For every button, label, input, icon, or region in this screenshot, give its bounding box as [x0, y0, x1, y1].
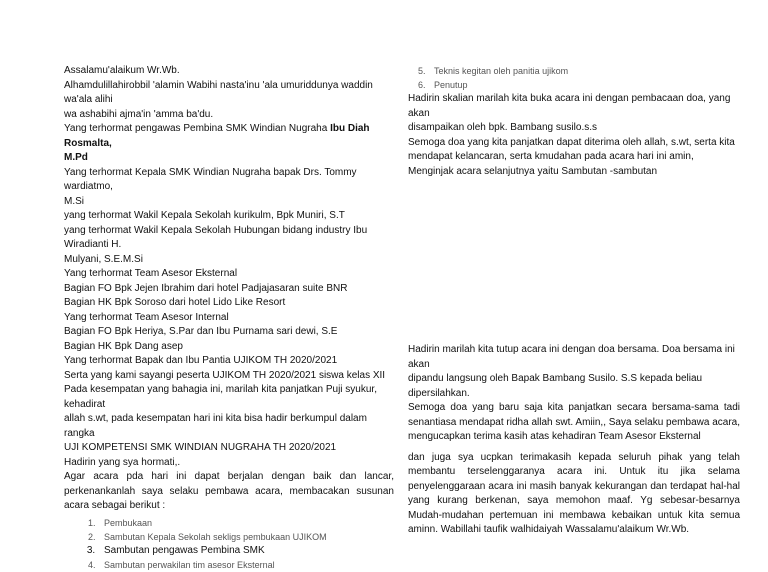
agenda-item: 1. Pembukaan	[98, 516, 394, 530]
susunan-acara-intro: Agar acara pda hari ini dapat berjalan dengan baik dan lancar, perkenankanlah saya selaku pembawa acara, membacakan susunan acara sebagai berikut :	[64, 471, 394, 511]
honor-pembina-prefix: Yang terhormat pengawas Pembina SMK Windian Nugraha	[64, 123, 331, 134]
agenda-item: 3. Sambutan pengawas Pembina SMK	[98, 544, 394, 558]
peserta-line: Serta yang kami sayangi peserta UJIKOM TH 2020/2021 siswa kelas XII	[64, 369, 386, 381]
opening-doa-line-1: Alhamdulillahirobbil 'alamin Wabihi nasta'inu 'ala umuriddunya waddin wa'ala alihi	[64, 79, 373, 105]
semoga-line-2: mendapat kelancaran, serta kmudahan pada acara hari ini amin,	[408, 151, 694, 162]
agenda-item: 5. Teknis kegitan oleh panitia ujikom	[428, 64, 740, 78]
tutup-line-1: Hadirin marilah kita tutup acara ini dengan doa bersama. Doa bersama ini akan	[408, 344, 735, 370]
fo-eksternal: Bagian FO Bpk Jejen Ibrahim dari hotel Padjajasaran suite BNR	[64, 282, 348, 294]
greeting: Assalamu'alaikum Wr.Wb.	[64, 65, 180, 76]
buka-line-2: disampaikan oleh bpk. Bambang susilo.s.s	[408, 122, 597, 133]
honor-pembina-name: Ibu Diah Rosmalta,	[64, 123, 370, 149]
agenda-item: 6. Penutup	[428, 78, 740, 92]
kesempatan-line-2: allah s.wt, pada kesempatan hari ini kita bisa hadir berkumpul dalam rangka	[64, 413, 367, 439]
honor-hubin-line-2: Mulyani, S.E.M.Si	[64, 253, 143, 265]
honor-team-eksternal: Yang terhormat Team Asesor Eksternal	[64, 268, 238, 279]
honor-pembina	[64, 122, 394, 151]
menginjak-line: Menginjak acara selanjutnya yaitu Sambutan -sambutan	[408, 165, 658, 177]
honor-hubin-line-1: yang terhormat Wakil Kepala Sekolah Hubungan bidang industry Ibu Wiradianti H.	[64, 224, 368, 250]
hk-internal: Bagian HK Bpk Dang asep	[64, 340, 183, 352]
fo-internal: Bagian FO Bpk Heriya, S.Par dan Ibu Purnama sari dewi, S.E	[64, 326, 338, 337]
honor-wakasek: yang terhormat Wakil Kepala Sekolah kurikulm, Bpk Muniri, S.T	[64, 210, 345, 221]
kesempatan-line-3: UJI KOMPETENSI SMK WINDIAN NUGRAHA TH 2020/2021	[64, 442, 337, 453]
honor-pembina-title: M.Pd	[64, 152, 88, 163]
agenda-item: 4. Sambutan perwakilan tim asesor Eksternal	[98, 558, 394, 572]
buka-line-1: Hadirin skalian marilah kita buka acara ini dengan pembacaan doa, yang akan	[408, 93, 731, 119]
semoga-akhir-paragraph: Semoga doa yang baru saja kita panjatkan secara bersama-sama tadi senantiasa mendapat ridha allah swt. Amiin,, Saya selaku pembawa acara, mengucapkan terima kasih atas kehadiran Team Asesor Eksternal	[408, 402, 740, 442]
hadirin-line: Hadirin yang sya hormati,.	[64, 456, 181, 468]
agenda-item: 2. Sambutan Kepala Sekolah sekligs pembukaan UJIKOM	[98, 530, 394, 544]
left-column	[64, 64, 394, 572]
honor-kepsek-line-1: Yang terhormat Kepala SMK Windian Nugraha bapak Drs. Tommy wardiatmo,	[64, 166, 357, 192]
hk-eksternal: Bagian HK Bpk Soroso dari hotel Lido Like Resort	[64, 297, 286, 308]
agenda-list-continued	[408, 64, 740, 92]
penutup-paragraph: dan juga sya ucpkan terimakasih kepada seluruh pihak yang telah membantu terselenggaranya acara ini. Untuk itu jika selama penyelenggaraan acara ini masih banyak kekurangan dan terdapat hal-hal yang kurang berkenan, saya memohon maaf. Yg sebesar-besarnya Mudah-mudahan pertemuan ini membawa kebaikan untuk kita semua aminn. Wabillahi taufik walhidaiyah Wassalamu'alaikum Wr.Wb.	[408, 451, 740, 535]
right-column	[408, 64, 740, 538]
honor-team-internal: Yang terhormat Team Asesor Internal	[64, 311, 229, 323]
honor-kepsek-line-2: M.Si	[64, 195, 84, 207]
tutup-line-2: dipandu langsung oleh Bapak Bambang Susilo. S.S kepada beliau dipersilahkan.	[408, 373, 703, 399]
semoga-line-1: Semoga doa yang kita panjatkan dapat diterima oleh allah, s.wt, serta kita	[408, 136, 735, 148]
kesempatan-line-1: Pada kesempatan yang bahagia ini, marilah kita panjatkan Puji syukur, kehadirat	[64, 384, 377, 410]
honor-panitia: Yang terhormat Bapak dan Ibu Pantia UJIKOM TH 2020/2021	[64, 355, 338, 366]
opening-doa-line-2: wa ashabihi ajma'in 'amma ba'du.	[64, 108, 214, 120]
closing-section	[408, 343, 740, 538]
agenda-list	[64, 516, 394, 572]
